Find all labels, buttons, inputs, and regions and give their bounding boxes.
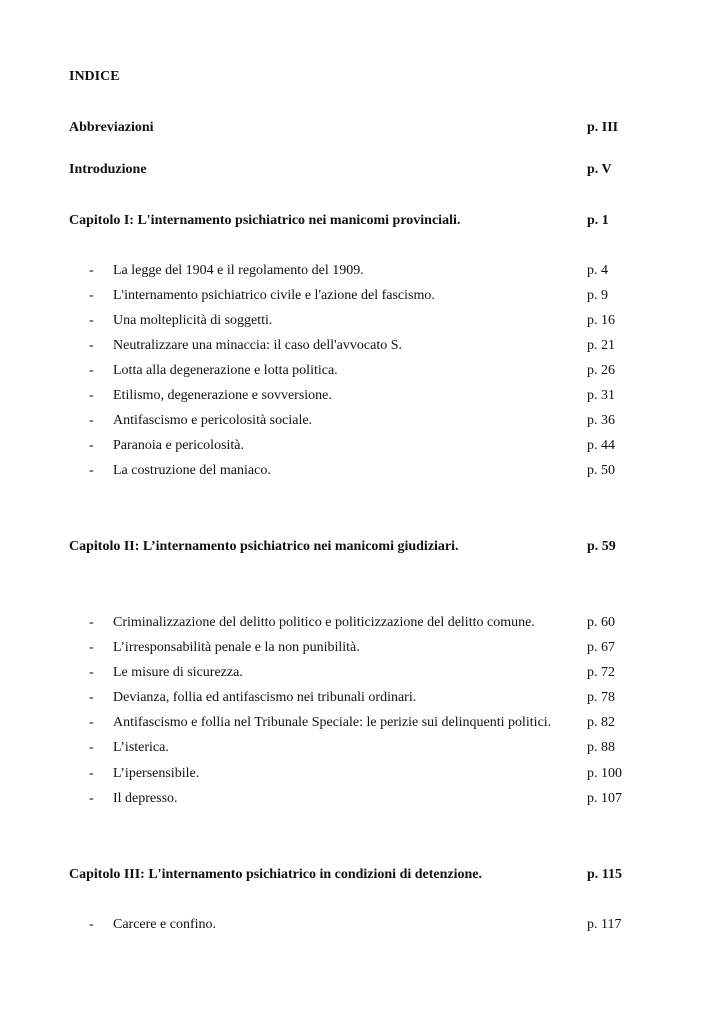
toc-entry-title: Antifascismo e pericolosità sociale. — [113, 413, 313, 428]
toc-section-row — [0, 915, 725, 935]
toc-section-row — [0, 738, 725, 758]
bullet-dash: - — [89, 388, 94, 403]
toc-entry-title: Una molteplicità di soggetti. — [113, 313, 273, 328]
bullet-dash: - — [89, 338, 94, 353]
toc-section-row — [0, 688, 725, 708]
bullet-dash: - — [89, 363, 94, 378]
bullet-dash: - — [89, 413, 94, 428]
toc-section-row — [0, 713, 725, 733]
toc-page-number: p. 9 — [587, 288, 608, 303]
toc-section-row — [0, 286, 725, 306]
toc-entry-row — [0, 160, 725, 180]
toc-section-row — [0, 436, 725, 456]
toc-section-row — [0, 613, 725, 633]
page-title: INDICE — [69, 69, 120, 84]
toc-entry-title: Devianza, follia ed antifascismo nei tribunali ordinari. — [113, 690, 417, 705]
bullet-dash: - — [89, 288, 94, 303]
toc-page-number: p. 117 — [587, 917, 622, 932]
toc-entry-title: Abbreviazioni — [69, 120, 154, 135]
toc-entry-row — [0, 118, 725, 138]
toc-section-row — [0, 663, 725, 683]
toc-page-number: p. 115 — [587, 867, 623, 882]
toc-section-row — [0, 789, 725, 809]
toc-entry-title: Capitolo I: L'internamento psichiatrico nei manicomi provinciali. — [69, 213, 461, 228]
toc-page-number: p. 21 — [587, 338, 615, 353]
toc-entry-title: Capitolo III: L'internamento psichiatrico in condizioni di detenzione. — [69, 867, 483, 882]
toc-entry-title: Criminalizzazione del delitto politico e politicizzazione del delitto comune. — [113, 615, 535, 630]
bullet-dash: - — [89, 263, 94, 278]
toc-page-number: p. 59 — [587, 539, 616, 554]
toc-entry-title: Paranoia e pericolosità. — [113, 438, 245, 453]
toc-entry-title: L’isterica. — [113, 740, 169, 755]
toc-page-number: p. III — [587, 120, 619, 135]
toc-entry-title: L’irresponsabilità penale e la non punibilità. — [113, 640, 360, 655]
toc-section-row — [0, 386, 725, 406]
toc-section-row — [0, 411, 725, 431]
toc-entry-title: La costruzione del maniaco. — [113, 463, 271, 478]
bullet-dash: - — [89, 615, 94, 630]
toc-page-number: p. 100 — [587, 766, 622, 781]
toc-entry-title: Etilismo, degenerazione e sovversione. — [113, 388, 332, 403]
toc-chapter-row — [0, 211, 725, 231]
toc-section-row — [0, 311, 725, 331]
toc-entry-title: Introduzione — [69, 162, 147, 177]
bullet-dash: - — [89, 766, 94, 781]
toc-entry-title: La legge del 1904 e il regolamento del 1909. — [113, 263, 364, 278]
toc-entry-title: L'internamento psichiatrico civile e l'azione del fascismo. — [113, 288, 435, 303]
toc-page-number: p. 60 — [587, 615, 615, 630]
toc-section-row — [0, 261, 725, 281]
bullet-dash: - — [89, 791, 94, 806]
toc-section-row — [0, 764, 725, 784]
toc-page-number: p. 88 — [587, 740, 615, 755]
bullet-dash: - — [89, 740, 94, 755]
toc-chapter-row — [0, 537, 725, 557]
bullet-dash: - — [89, 438, 94, 453]
toc-page-number: p. 16 — [587, 313, 615, 328]
toc-page-number: p. 82 — [587, 715, 615, 730]
toc-page-number: p. 36 — [587, 413, 615, 428]
toc-section-row — [0, 361, 725, 381]
toc-page-number: p. 1 — [587, 213, 609, 228]
toc-page-number: p. 44 — [587, 438, 615, 453]
bullet-dash: - — [89, 313, 94, 328]
toc-entry-title: L’ipersensibile. — [113, 766, 200, 781]
toc-page-number: p. 107 — [587, 791, 622, 806]
toc-page-number: p. 72 — [587, 665, 615, 680]
toc-entry-title: Antifascismo e follia nel Tribunale Speciale: le perizie sui delinquenti politici. — [113, 715, 552, 730]
index-heading — [0, 67, 725, 87]
bullet-dash: - — [89, 917, 94, 932]
toc-section-row — [0, 461, 725, 481]
bullet-dash: - — [89, 715, 94, 730]
toc-page-number: p. 50 — [587, 463, 615, 478]
toc-entry-title: Lotta alla degenerazione e lotta politica. — [113, 363, 338, 378]
toc-section-row — [0, 638, 725, 658]
toc-page-number: p. 67 — [587, 640, 615, 655]
toc-section-row — [0, 336, 725, 356]
toc-page-number: p. 26 — [587, 363, 615, 378]
toc-page-number: p. 78 — [587, 690, 615, 705]
toc-entry-title: Capitolo II: L’internamento psichiatrico nei manicomi giudiziari. — [69, 539, 459, 554]
bullet-dash: - — [89, 463, 94, 478]
toc-chapter-row — [0, 865, 725, 885]
bullet-dash: - — [89, 690, 94, 705]
toc-page-number: p. V — [587, 162, 612, 177]
toc-entry-title: Le misure di sicurezza. — [113, 665, 243, 680]
toc-page-number: p. 31 — [587, 388, 615, 403]
toc-page-number: p. 4 — [587, 263, 608, 278]
bullet-dash: - — [89, 665, 94, 680]
toc-entry-title: Carcere e confino. — [113, 917, 216, 932]
toc-entry-title: Neutralizzare una minaccia: il caso dell'avvocato S. — [113, 338, 403, 353]
toc-entry-title: Il depresso. — [113, 791, 178, 806]
bullet-dash: - — [89, 640, 94, 655]
